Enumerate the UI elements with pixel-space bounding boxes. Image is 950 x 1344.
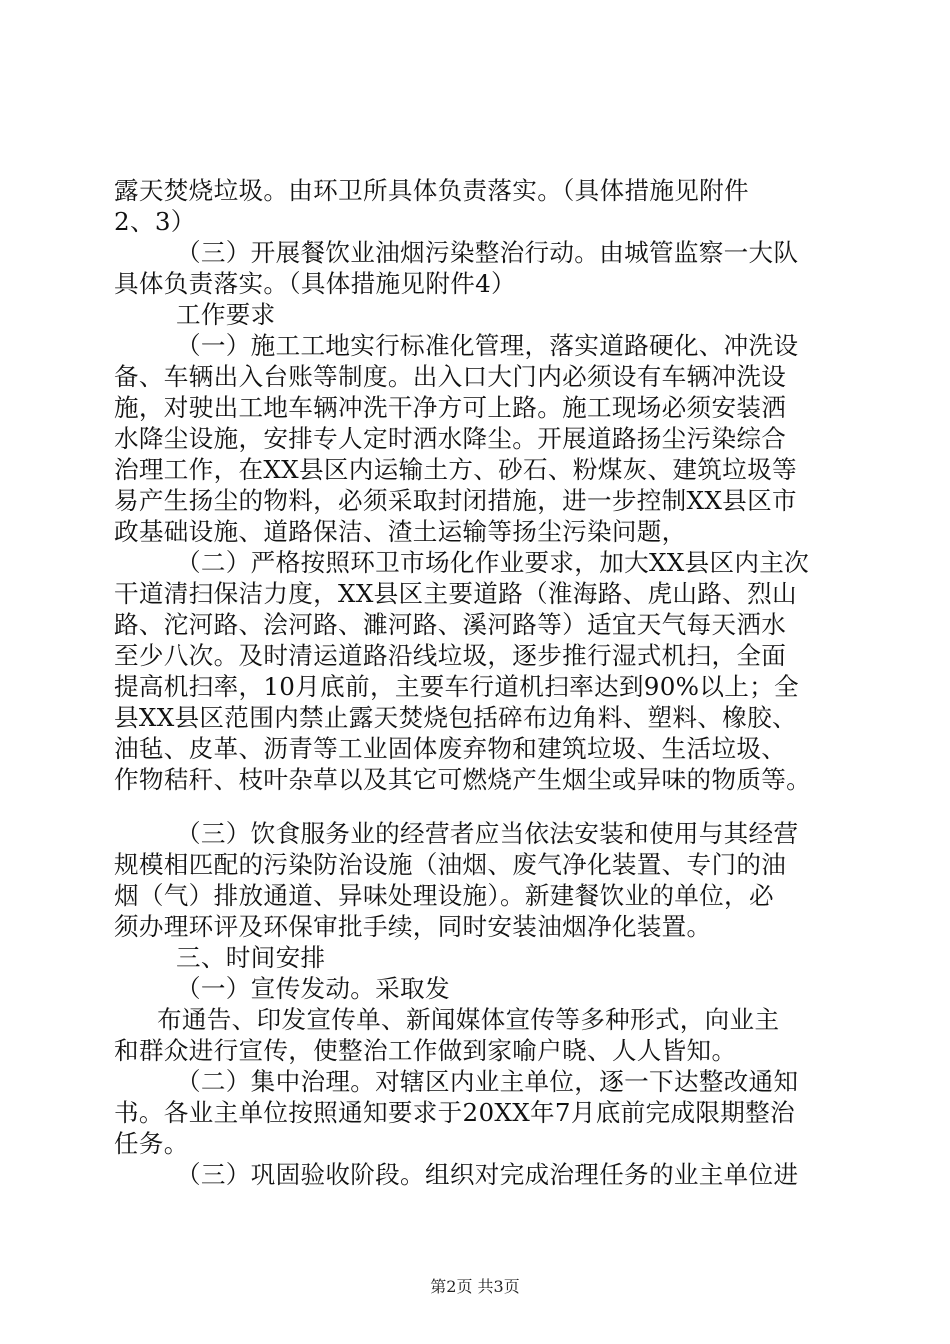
body-line: 施，对驶出工地车辆冲洗干净方可上路。施工现场必须安装洒 (114, 393, 787, 422)
section-heading: 工作要求 (176, 300, 276, 329)
body-line: 具体负责落实。（具体措施见附件4） (114, 269, 516, 298)
body-line: 至少八次。及时清运道路沿线垃圾，逐步推行湿式机扫，全面 (114, 641, 787, 670)
body-line: （二）严格按照环卫市场化作业要求，加大XX县区内主次 (176, 548, 810, 577)
body-line: 油毡、皮革、沥青等工业固体废弃物和建筑垃圾、生活垃圾、 (114, 734, 787, 763)
body-line: 规模相匹配的污染防治设施（油烟、废气净化装置、专门的油 (114, 850, 787, 879)
body-line: （一）宣传发动。采取发 (176, 974, 450, 1003)
body-line: 作物秸秆、枝叶杂草以及其它可燃烧产生烟尘或异味的物质等。 (114, 765, 812, 794)
body-line: 提高机扫率，10月底前，主要车行道机扫率达到90%以上；全 (114, 672, 799, 701)
body-line: 易产生扬尘的物料，必须采取封闭措施，进一步控制XX县区市 (114, 486, 797, 515)
body-line: 露天焚烧垃圾。由环卫所具体负责落实。（具体措施见附件 (114, 176, 749, 205)
body-line: （三）巩固验收阶段。组织对完成治理任务的业主单位进 (176, 1160, 799, 1189)
body-line: 和群众进行宣传，使整治工作做到家喻户晓、人人皆知。 (114, 1036, 737, 1065)
page-number-footer: 第2页 共3页 (430, 1277, 520, 1296)
body-line: （三）饮食服务业的经营者应当依法安装和使用与其经营 (176, 819, 799, 848)
body-line: 备、车辆出入台账等制度。出入口大门内必须设有车辆冲洗设 (114, 362, 787, 391)
body-line: 书。各业主单位按照通知要求于20XX年7月底前完成限期整治 (114, 1098, 795, 1127)
body-line: 县XX县区范围内禁止露天焚烧包括碎布边角料、塑料、橡胶、 (114, 703, 797, 732)
body-line: （一）施工工地实行标准化管理，落实道路硬化、冲洗设 (176, 331, 799, 360)
body-line: 须办理环评及环保审批手续，同时安装油烟净化装置。 (114, 912, 712, 941)
body-line: 任务。 (114, 1129, 189, 1158)
body-line: 布通告、印发宣传单、新闻媒体宣传等多种形式，向业主 (157, 1005, 780, 1034)
body-line: （二）集中治理。对辖区内业主单位，逐一下达整改通知 (176, 1067, 799, 1096)
body-line: （三）开展餐饮业油烟污染整治行动。由城管监察一大队 (176, 238, 799, 267)
section-heading: 三、时间安排 (176, 943, 326, 972)
body-line: 水降尘设施，安排专人定时洒水降尘。开展道路扬尘污染综合 (114, 424, 787, 453)
body-line: 2、3） (114, 207, 196, 236)
body-line: 烟（气）排放通道、异味处理设施）。新建餐饮业的单位，必 (114, 881, 774, 910)
body-line: 干道清扫保洁力度，XX县区主要道路（淮海路、虎山路、烈山 (114, 579, 797, 608)
body-line: 路、沱河路、浍河路、濉河路、溪河路等）适宜天气每天洒水 (114, 610, 787, 639)
body-line: 治理工作，在XX县区内运输土方、砂石、粉煤灰、建筑垃圾等 (114, 455, 797, 484)
body-line: 政基础设施、道路保洁、渣土运输等扬尘污染问题， (114, 517, 687, 546)
